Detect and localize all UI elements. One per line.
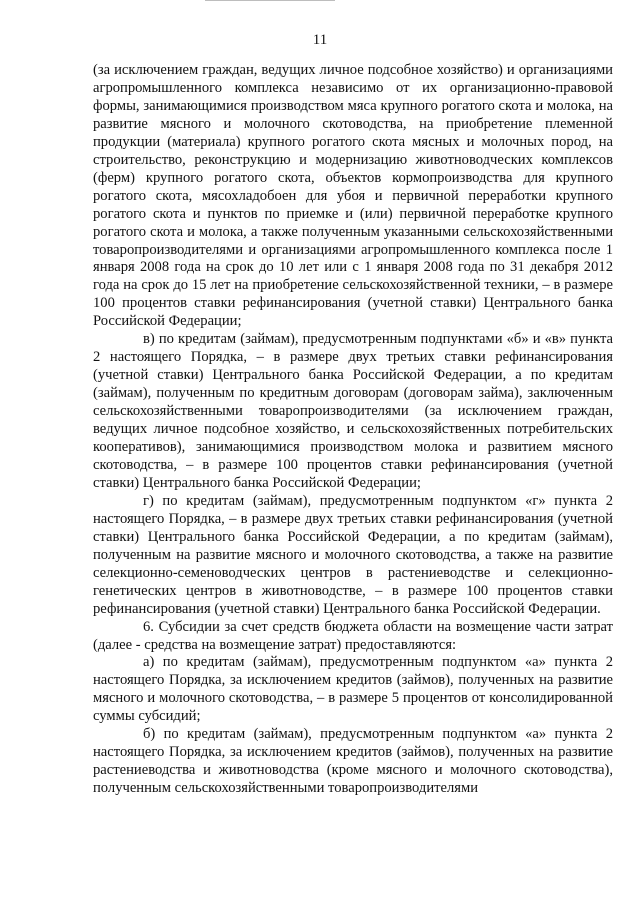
paragraph-subitem-g: г) по кредитам (займам), предусмотренным подпунктом «г» пункта 2 настоящего Порядка, – в размере двух третьих ставки рефинансирования (учетной ставки) Центрального банка Российской Федерации, а по кредитам (займам), полученным на развитие мясного и молочного скотоводства, а также на развитие селекционно-семеноводческих центров в растениеводстве и селекционно-генетических центров в животноводстве, – в размере 100 процентов ставки рефинансирования (учетной ставки) Центрального банка Российской Федерации. [93,492,613,617]
paragraph-subitem-v: в) по кредитам (займам), предусмотренным подпунктами «б» и «в» пункта 2 настоящего Порядка, – в размере двух третьих ставки рефинансирования (учетной ставки) Центрального банка Российской Федерации, а по кредитам (займам), полученным по кредитным договорам (договорам займа), заключенным сельскохозяйственными товаропроизводителями (за исключением граждан, ведущих личное подсобное хозяйство, и сельскохозяйственных потребительских кооперативов), занимающимися производством молока и развитием мясного скотоводства, – в размере 100 процентов ставки рефинансирования (учетной ставки) Центрального банка Российской Федерации; [93,331,613,491]
paragraph-subitem-a: а) по кредитам (займам), предусмотренным подпунктом «а» пункта 2 настоящего Порядка, за исключением кредитов (займов), полученных на развитие мясного и молочного скотоводства, – в размере 5 процентов от консолидированной суммы субсидий; [93,654,613,725]
top-rule [205,0,335,1]
paragraph-item-6: 6. Субсидии за счет средств бюджета области на возмещение части затрат (далее - средства на возмещение затрат) предоставляются: [93,618,613,653]
body-text [93,62,613,798]
paragraph-continuation: (за исключением граждан, ведущих личное подсобное хозяйство) и организациями агропромышленного комплекса независимо от их организационно-правовой формы, занимающимися производством мяса крупного рогатого скота и молока, на развитие мясного и молочного скотоводства, на приобретение племенной продукции (материала) крупного рогатого скота мясных и молочных пород, на строительство, реконструкцию и модернизацию животноводческих комплексов (ферм) крупного рогатого скота, объектов кормопроизводства для крупного рогатого скота, мясохладобоен для убоя и первичной переработки крупного рогатого скота и пунктов по приемке и (или) первичной переработке крупного рогатого скота и молока, а также полученным указанными сельскохозяйственными товаропроизводителями и организациями агропромышленного комплекса после 1 января 2008 года на срок до 10 лет или с 1 января 2008 года по 31 декабря 2012 года на срок до 15 лет на приобретение сельскохозяйственной техники, – в размере 100 процентов ставки рефинансирования (учетной ставки) Центрального банка Российской Федерации; [93,62,613,330]
page-number: 11 [312,32,328,48]
paragraph-subitem-b: б) по кредитам (займам), предусмотренным подпунктом «а» пункта 2 настоящего Порядка, за исключением кредитов (займов), полученных на развитие растениеводства и животноводства (кроме мясного и молочного скотоводства), полученным сельскохозяйственными товаропроизводителями [93,726,613,797]
